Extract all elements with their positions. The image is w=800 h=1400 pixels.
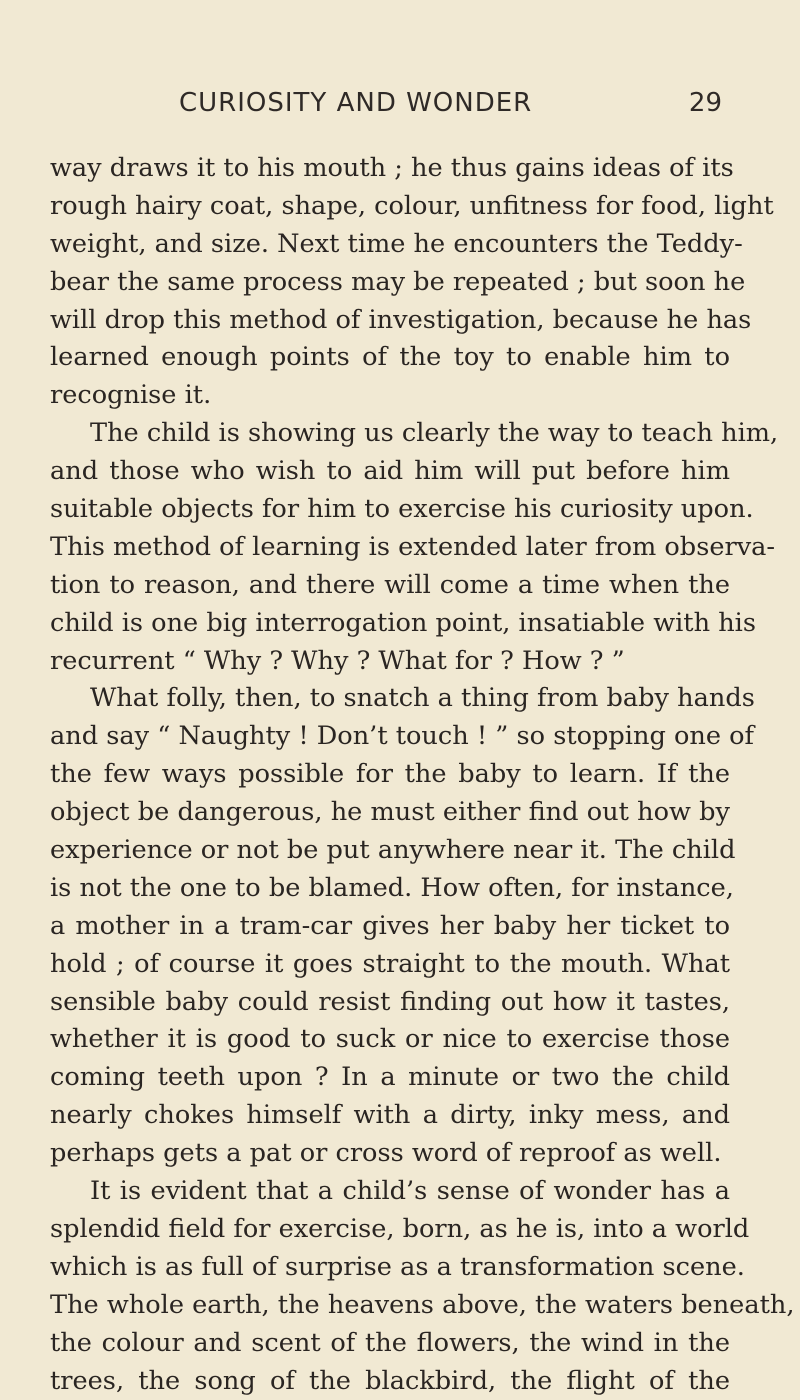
text-line: coming teeth upon ? In a minute or two the child bbox=[50, 1059, 730, 1097]
text-line: bear the same process may be repeated ; but soon he bbox=[50, 264, 730, 302]
page-number: 29 bbox=[689, 88, 722, 118]
text-line: splendid field for exercise, born, as he is, into a world bbox=[50, 1211, 730, 1249]
body-text bbox=[50, 150, 730, 1400]
text-line: sensible baby could resist finding out how it tastes, bbox=[50, 984, 730, 1022]
text-line: whether it is good to suck or nice to exercise those bbox=[50, 1021, 730, 1059]
text-line: The whole earth, the heavens above, the waters beneath, bbox=[50, 1287, 730, 1325]
text-line: which is as full of surprise as a transformation scene. bbox=[50, 1249, 730, 1287]
paragraph-start-line: What folly, then, to snatch a thing from baby hands bbox=[50, 680, 730, 718]
text-line: recognise it. bbox=[50, 377, 730, 415]
text-line: suitable objects for him to exercise his curiosity upon. bbox=[50, 491, 730, 529]
text-line: child is one big interrogation point, insatiable with his bbox=[50, 605, 730, 643]
text-line: way draws it to his mouth ; he thus gains ideas of its bbox=[50, 150, 730, 188]
text-line: experience or not be put anywhere near it. The child bbox=[50, 832, 730, 870]
text-line: learned enough points of the toy to enable him to bbox=[50, 339, 730, 377]
text-line: weight, and size. Next time he encounters the Teddy- bbox=[50, 226, 730, 264]
text-line: trees, the song of the blackbird, the flight of the bbox=[50, 1363, 730, 1400]
text-line: This method of learning is extended later from observa- bbox=[50, 529, 730, 567]
text-line: the colour and scent of the flowers, the wind in the bbox=[50, 1325, 730, 1363]
paragraph-start-line: It is evident that a child’s sense of wonder has a bbox=[50, 1173, 730, 1211]
text-line: a mother in a tram-car gives her baby her ticket to bbox=[50, 908, 730, 946]
paragraph-start-line: The child is showing us clearly the way to teach him, bbox=[50, 415, 730, 453]
text-line: recurrent “ Why ? Why ? What for ? How ? ” bbox=[50, 643, 730, 681]
text-line: is not the one to be blamed. How often, for instance, bbox=[50, 870, 730, 908]
text-line: tion to reason, and there will come a time when the bbox=[50, 567, 730, 605]
text-line: and say “ Naughty ! Don’t touch ! ” so stopping one of bbox=[50, 718, 730, 756]
text-line: object be dangerous, he must either find out how by bbox=[50, 794, 730, 832]
text-line: nearly chokes himself with a dirty, inky mess, and bbox=[50, 1097, 730, 1135]
text-line: will drop this method of investigation, because he has bbox=[50, 302, 730, 340]
text-line: the few ways possible for the baby to learn. If the bbox=[50, 756, 730, 794]
chapter-title: CURIOSITY AND WONDER bbox=[179, 88, 532, 118]
text-line: perhaps gets a pat or cross word of reproof as well. bbox=[50, 1135, 730, 1173]
text-line: hold ; of course it goes straight to the mouth. What bbox=[50, 946, 730, 984]
text-line: rough hairy coat, shape, colour, unfitness for food, light bbox=[50, 188, 730, 226]
running-head bbox=[92, 88, 722, 128]
text-line: and those who wish to aid him will put before him bbox=[50, 453, 730, 491]
